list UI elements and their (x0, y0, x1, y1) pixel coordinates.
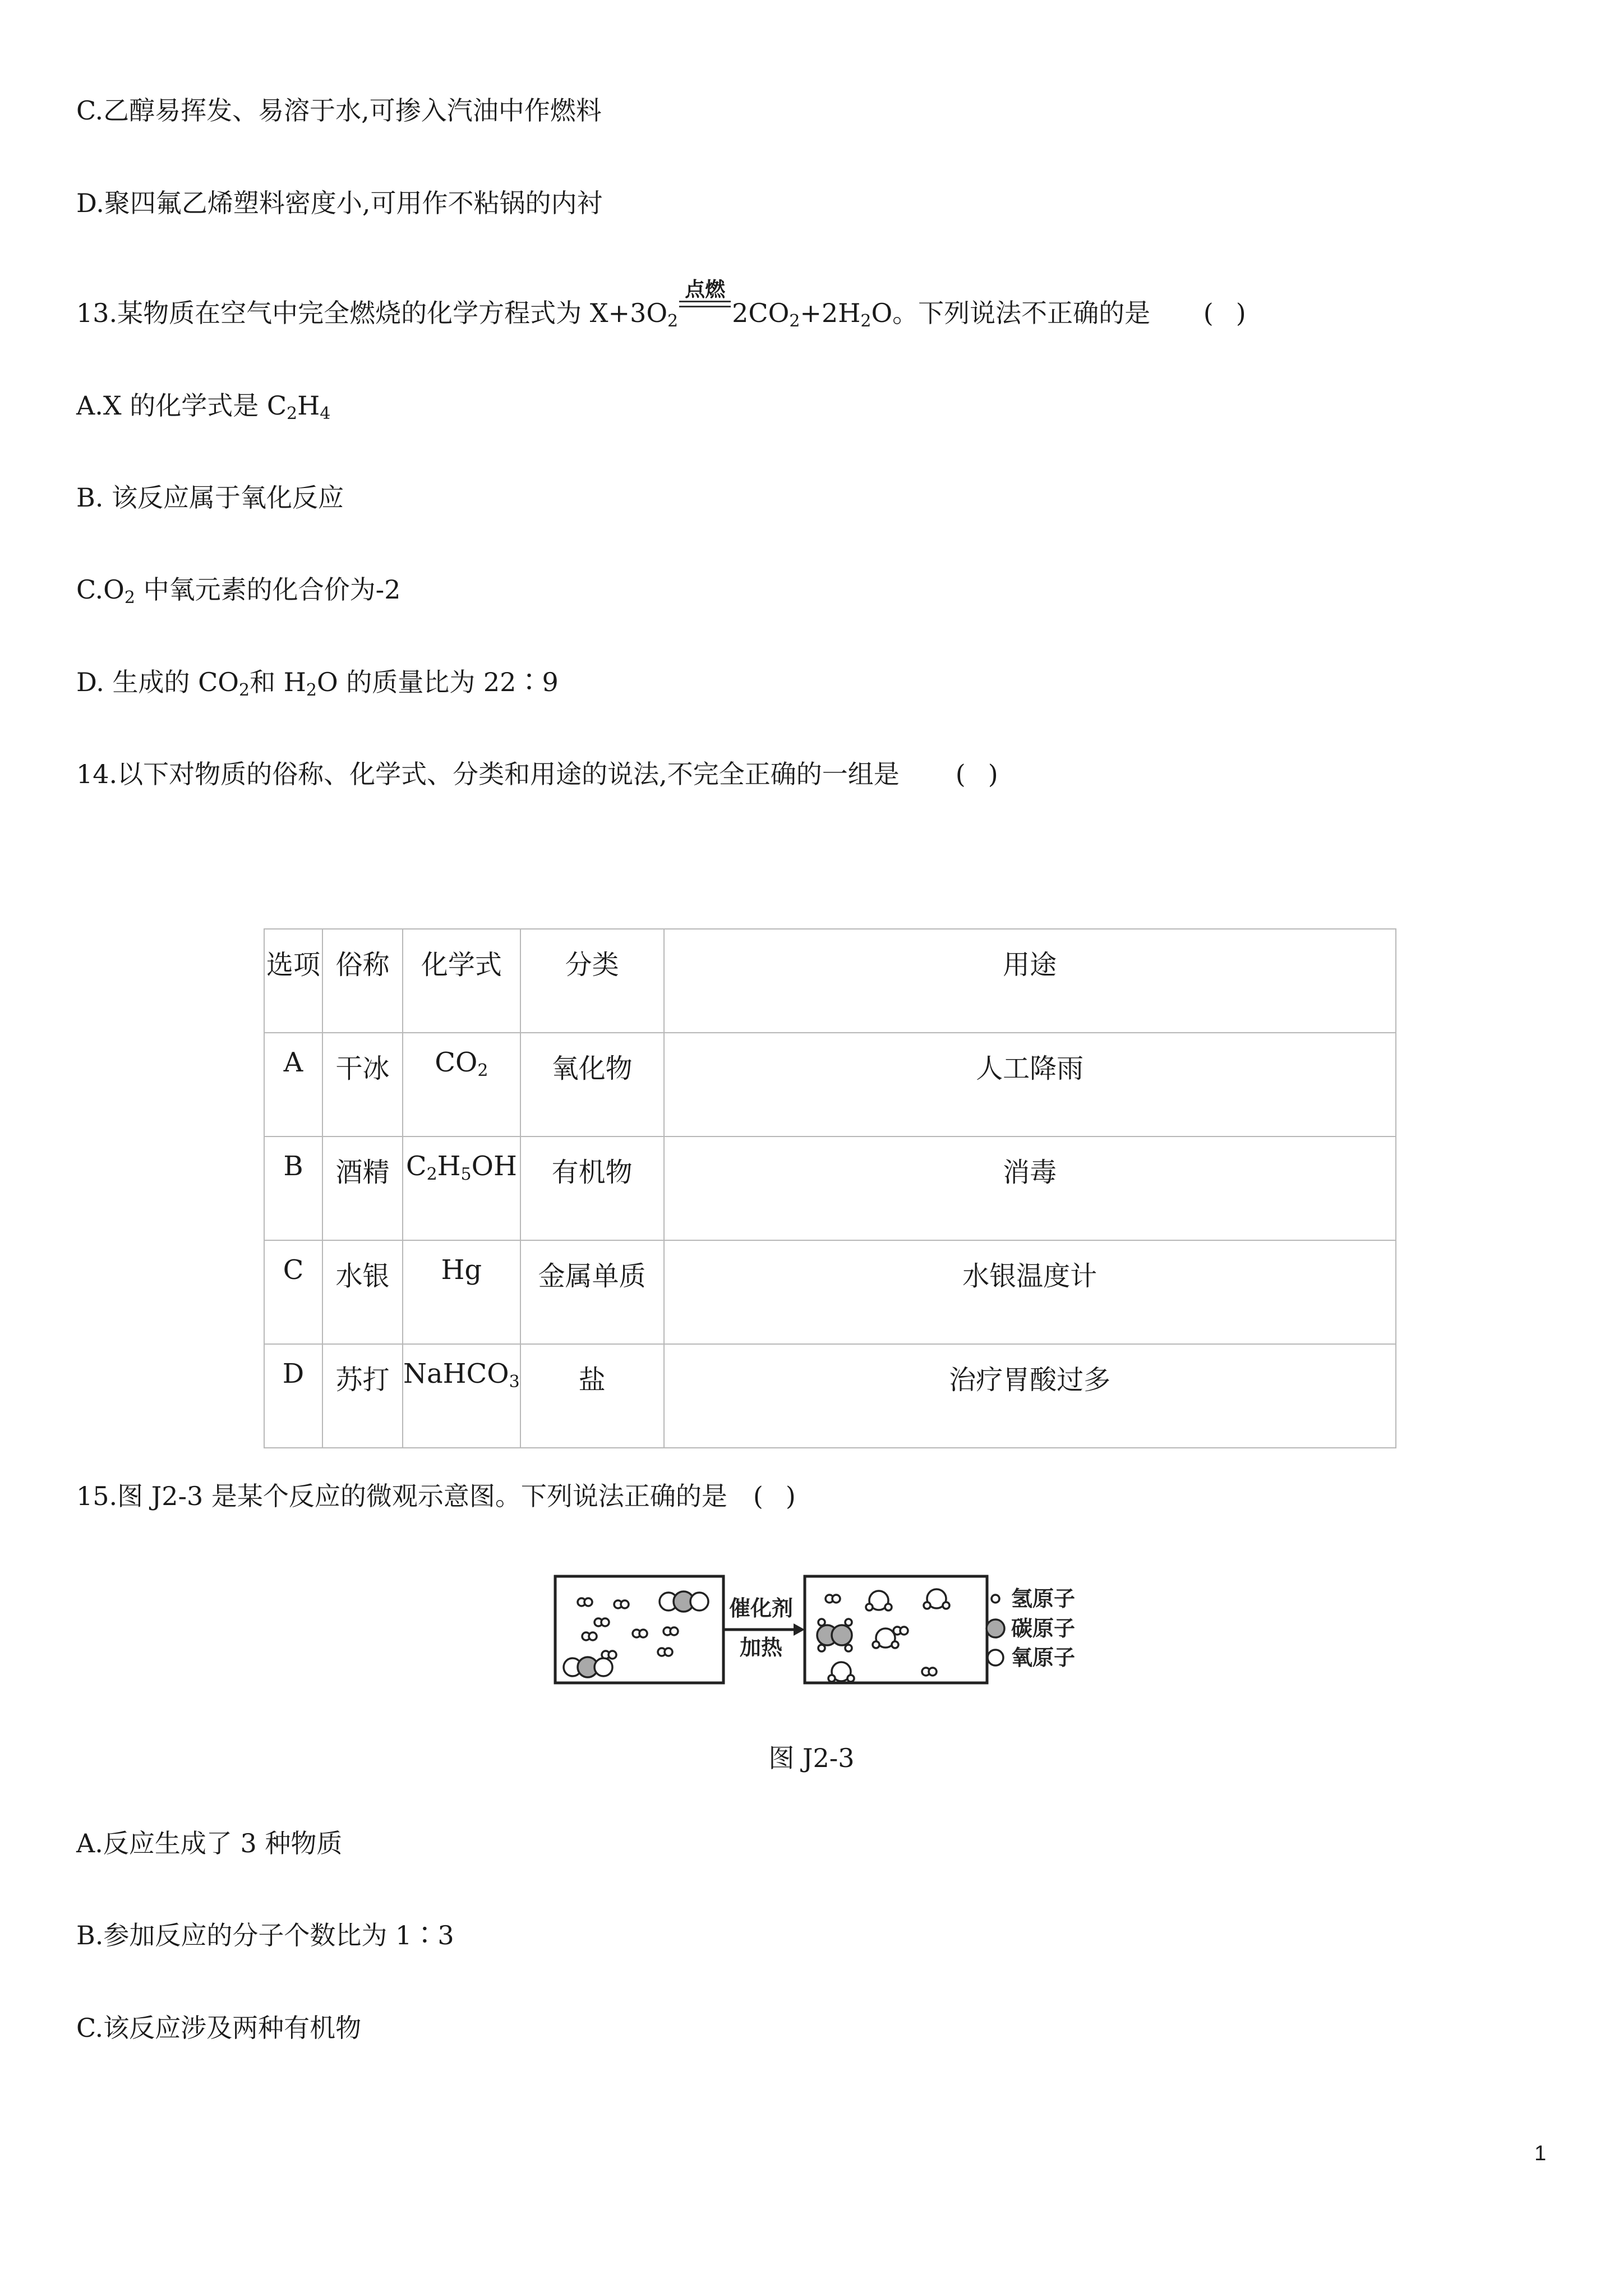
cell-formula: NaHCO$_3$ (403, 1344, 520, 1448)
header-use: 用途 (664, 929, 1396, 1033)
arrow-head (794, 1623, 805, 1636)
q15-option-a: A.反应生成了 3 种物质 (76, 1828, 343, 1858)
legend-hydrogen: 氢原子 (1011, 1586, 1076, 1611)
cell-name: 水银 (322, 1240, 403, 1344)
reaction-condition: 点燃 (677, 297, 733, 320)
table-row (264, 1240, 1396, 1344)
cell-option: D (264, 1344, 322, 1448)
cell-category: 氧化物 (520, 1033, 664, 1137)
q15-option-b: B.参加反应的分子个数比为 1∶3 (76, 1920, 454, 1950)
header-option: 选项 (264, 929, 322, 1033)
cell-use: 消毒 (664, 1137, 1396, 1240)
table-header-row (264, 929, 1396, 1033)
table-row (264, 1137, 1396, 1240)
substance-table (264, 928, 1396, 1448)
cell-category: 盐 (520, 1344, 664, 1448)
cell-name: 苏打 (322, 1344, 403, 1448)
page-number: 1 (1534, 2142, 1547, 2165)
cell-option: C (264, 1240, 322, 1344)
cell-formula: Hg (403, 1240, 520, 1344)
oxygen-legend-icon (988, 1650, 1003, 1665)
cell-use: 人工降雨 (664, 1033, 1396, 1137)
q13-option-d: D. 生成的 $CO_2$和 $H_2O$ 的质量比为 22∶9 (76, 667, 559, 700)
option-c-prev: C.乙醇易挥发、易溶于水,可掺入汽油中作燃料 (76, 95, 602, 126)
q13-option-a: A.X 的化学式是 $C_2H_4$ (76, 390, 331, 424)
header-category: 分类 (520, 929, 664, 1033)
cell-name: 干冰 (322, 1033, 403, 1137)
header-formula: 化学式 (403, 929, 520, 1033)
q13-option-c: $C.O_2$ 中氧元素的化合价为-2 (76, 574, 401, 608)
arrow-label-heat: 加热 (739, 1635, 783, 1660)
cell-name: 酒精 (322, 1137, 403, 1240)
option-d-prev: D.聚四氟乙烯塑料密度小,可用作不粘锅的内衬 (76, 188, 603, 218)
cell-option: A (264, 1033, 322, 1137)
q15-option-c: C.该反应涉及两种有机物 (76, 2013, 362, 2043)
header-common-name: 俗称 (322, 929, 403, 1033)
cell-option: B (264, 1137, 322, 1240)
reaction-micro-diagram (552, 1565, 1091, 1697)
arrow-label-catalyst: 催化剂 (728, 1596, 794, 1621)
cell-formula: $C_2H_5OH$ (403, 1137, 520, 1240)
cell-category: 有机物 (520, 1137, 664, 1240)
figure-caption: 图 J2-3 (768, 1743, 855, 1773)
question-14: 14.以下对物质的俗称、化学式、分类和用途的说法,不完全正确的一组是 ( ) (76, 759, 998, 789)
question-13: 13.某物质在空气中完全燃烧的化学方程式为 $X+3O_2$ 点燃 $2CO_2+2H_2O$。下列说法不正确的是 ( ) (76, 278, 1246, 331)
question-15: 15.图 J2-3 是某个反应的微观示意图。下列说法正确的是 ( ) (76, 1481, 796, 1511)
table-row (264, 1033, 1396, 1137)
q13-option-b: B. 该反应属于氧化反应 (76, 482, 344, 513)
hydrogen-legend-icon (992, 1595, 999, 1603)
cell-formula: $CO_2$ (403, 1033, 520, 1137)
cell-category: 金属单质 (520, 1240, 664, 1344)
table-row (264, 1344, 1396, 1448)
cell-use: 治疗胃酸过多 (664, 1344, 1396, 1448)
legend-oxygen: 氧原子 (1011, 1645, 1076, 1670)
legend-carbon: 碳原子 (1011, 1616, 1076, 1641)
cell-use: 水银温度计 (664, 1240, 1396, 1344)
carbon-legend-icon (986, 1619, 1004, 1637)
